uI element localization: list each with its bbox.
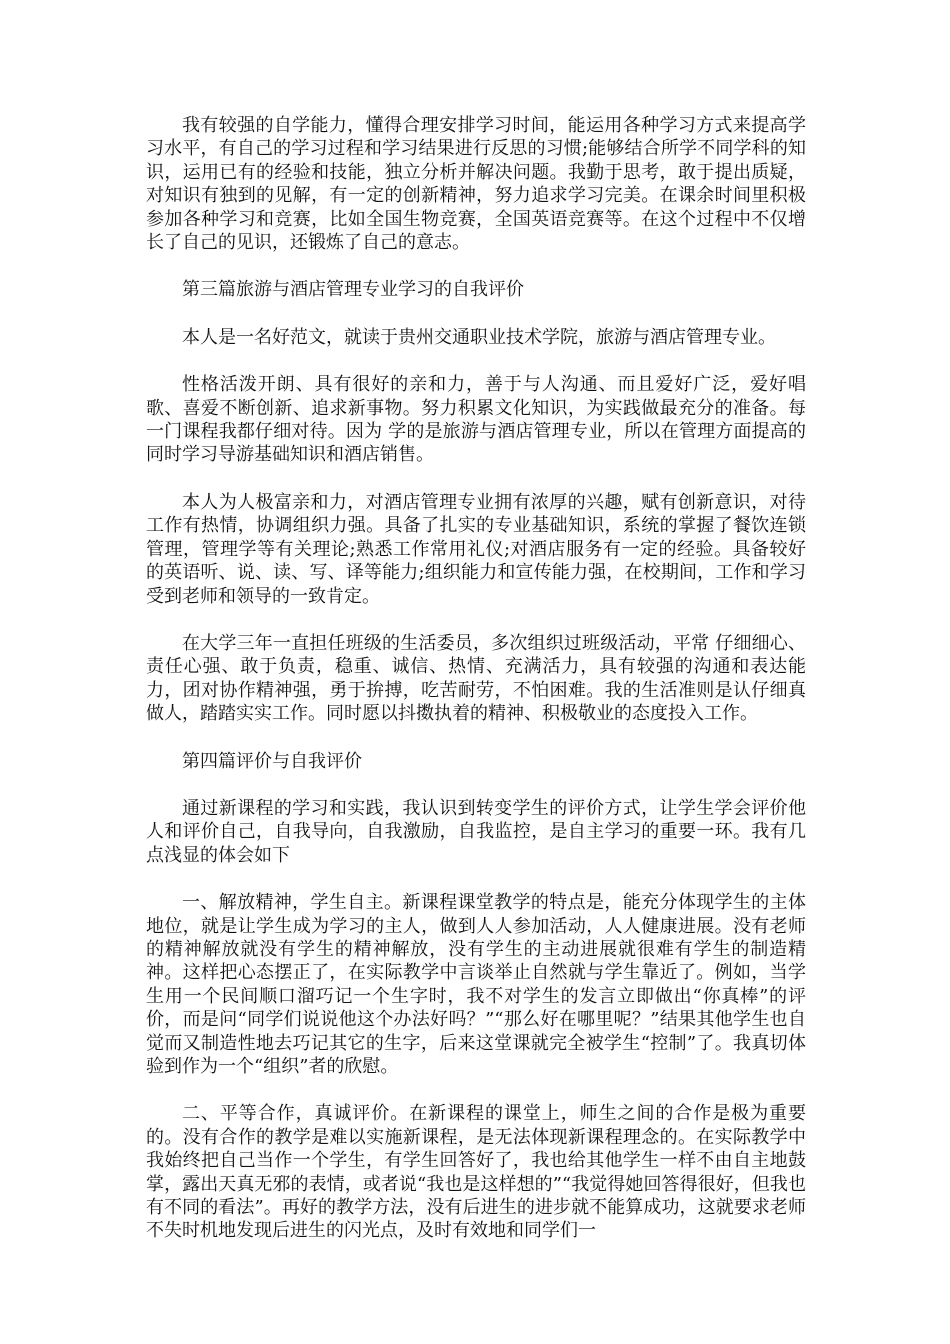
paragraph-personality: 性格活泼开朗、具有很好的亲和力，善于与人沟通、而且爱好广泛，爱好唱歌、喜爱不断创新、追求新事物。努力积累文化知识，为实践做最充分的准备。每一门课程我都仔细对待。因为 学的是旅游与酒店管理专业，所以在管理方面提高的同时学习导游基础知识和酒店销售。 [146,374,806,466]
section-heading-4: 第四篇评价与自我评价 [182,750,362,772]
paragraph-new-curriculum: 通过新课程的学习和实践，我认识到转变学生的评价方式，让学生学会评价他人和评价自己，自我导向，自我激励，自我监控，是自主学习的重要一环。我有几点浅显的体会如下 [146,797,806,866]
paragraph-intro: 本人是一名好范文，就读于贵州交通职业技术学院，旅游与酒店管理专业。 [182,326,776,348]
paragraph-point-one: 一、解放精神，学生自主。新课程课堂教学的特点是，能充分体现学生的主体地位，就是让学生成为学习的主人，做到人人参加活动，人人健康进展。没有老师的精神解放就没有学生的精神解放，没有学生的主动进展就很难有学生的制造精神。这样把心态摆正了，在实际教学中言谈举止自然就与学生靠近了。例如，当学生用一个民间顺口溜巧记一个生字时，我不对学生的发言立即做出“你真棒”的评价，而是问“同学们说说他这个办法好吗？”“那么好在哪里呢？”结果其他学生也自觉而又制造性地去巧记其它的生字，后来这堂课就完全被学生“控制”了。我真切体验到作为一个“组织”者的欣慰。 [146,892,806,1077]
section-heading-3: 第三篇旅游与酒店管理专业学习的自我评价 [182,279,524,301]
paragraph-point-two: 二、平等合作，真诚评价。在新课程的课堂上，师生之间的合作是极为重要的。没有合作的教学是难以实施新课程，是无法体现新课程理念的。在实际教学中我始终把自己当作一个学生，有学生回答好了，我也给其他学生一样不由自主地鼓掌，露出天真无邪的表情，或者说“我也是这样想的”“我觉得她回答得很好，但我也有不同的看法”。再好的教学方法，没有后进生的进步就不能算成功，这就要求老师不失时机地发现后进生的闪光点，及时有效地和同学们一 [146,1103,806,1242]
paragraph-hotel-management: 本人为人极富亲和力，对酒店管理专业拥有浓厚的兴趣，赋有创新意识，对待工作有热情，协调组织力强。具备了扎实的专业基础知识，系统的掌握了餐饮连锁管理，管理学等有关理论;熟悉工作常用礼仪;对酒店服务有一定的经验。具备较好的英语听、说、读、写、译等能力;组织能力和宣传能力强，在校期间，工作和学习受到老师和领导的一致肯定。 [146,491,806,607]
paragraph-class-committee: 在大学三年一直担任班级的生活委员，多次组织过班级活动，平常 仔细细心、责任心强、敢于负责，稳重、诚信、热情、充满活力，具有较强的沟通和表达能力，团对协作精神强，勇于拚搏，吃苦耐劳，不怕困难。我的生活准则是认仔细真做人，踏踏实实工作。同时愿以抖擞执着的精神、积极敬业的态度投入工作。 [146,632,806,725]
paragraph-self-study: 我有较强的自学能力，懂得合理安排学习时间，能运用各种学习方式来提高学习水平，有自己的学习过程和学习结果进行反思的习惯;能够结合所学不同学科的知识，运用已有的经验和技能，独立分析并解决问题。我勤于思考，敢于提出质疑，对知识有独到的见解，有一定的创新精神，努力追求学习完美。在课余时间里积极参加各种学习和竞赛，比如全国生物竞赛，全国英语竞赛等。在这个过程中不仅增长了自己的见识，还锻炼了自己的意志。 [146,115,806,254]
document-page [146,114,806,1267]
